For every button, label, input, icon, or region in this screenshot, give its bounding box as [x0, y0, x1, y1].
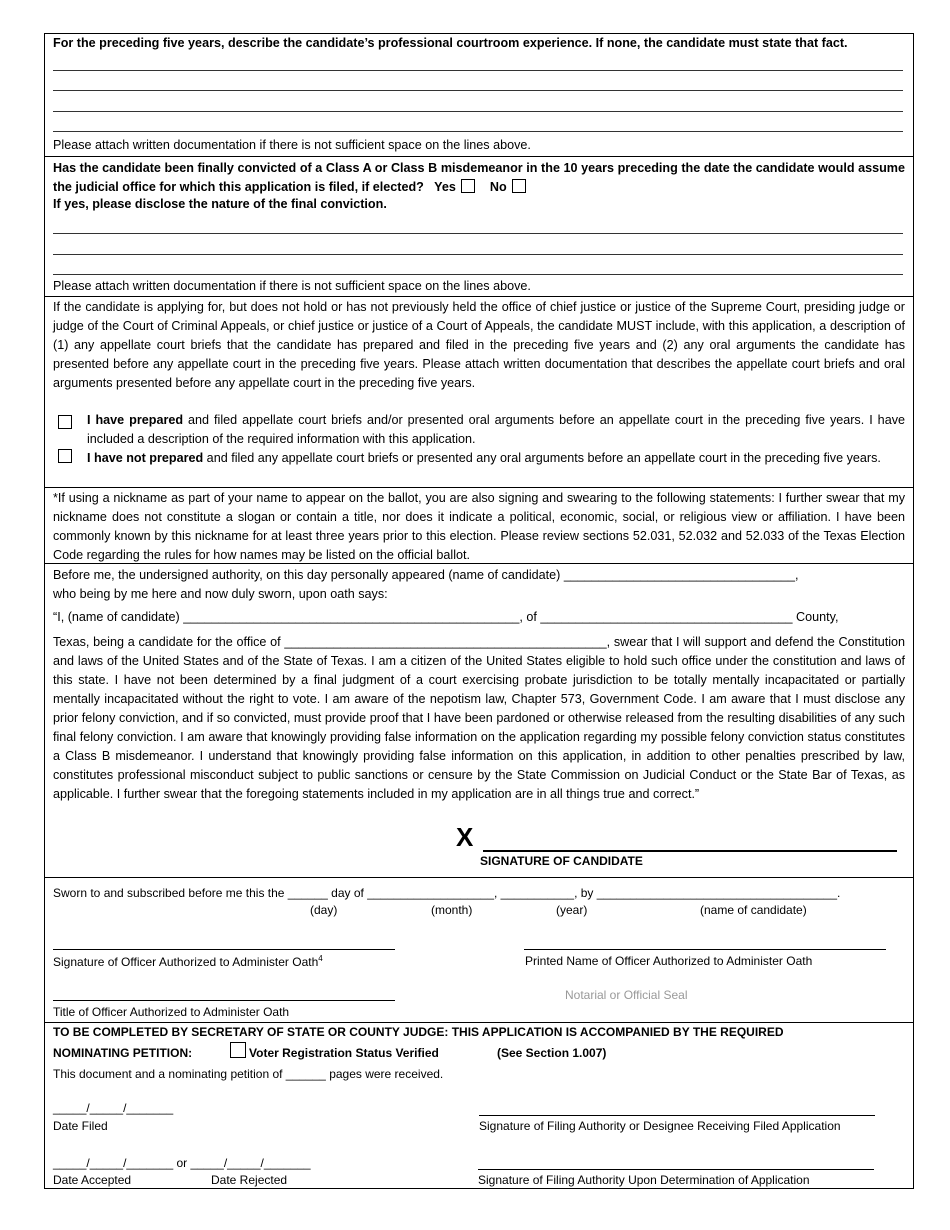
- answer-line-1[interactable]: [53, 70, 903, 71]
- voter-verified-checkbox[interactable]: [230, 1042, 246, 1058]
- have-not-prepared-option: [87, 449, 905, 468]
- pages-received-line: This document and a nominating petition of ______ pages were received.: [53, 1067, 444, 1081]
- officer-signature-text: Signature of Officer Authorized to Administer Oath: [53, 955, 319, 969]
- oath-statement: Texas, being a candidate for the office of ______________________________________________, swear that I will support and defend the Constitution and laws of the United States and of the State of Texas. I am a citizen of the United States eligible to hold such office under the constitution and laws of this state. I have not been determined by a final judgment of a court exercising probate jurisdiction to be totally mentally incapacitated or partially mentally incapacitated without the right to vote. I am aware of the nepotism law, Chapter 573, Government Code. I am aware that I must disclose any prior felony conviction, and if so convicted, must provide proof that I have been pardoned or otherwise released from the resulting disabilities of any such final felony conviction. I am aware that knowingly providing false information on the application regarding my possible felony conviction status constitutes a Class B misdemeanor. I understand that knowingly providing false information on this application, in addition to other penalties prescribed by law, constitutes professional misconduct subject to public sanctions or censure by the State Commission on Judicial Conduct or the State Bar of Texas, as applicable. I further swear that the foregoing statements included in my application are in all things true and correct.”: [53, 635, 905, 801]
- yes-label: Yes: [434, 180, 456, 194]
- day-caption: (day): [310, 903, 338, 917]
- officer-printed-line[interactable]: [524, 949, 886, 950]
- notary-section: [45, 877, 913, 1023]
- date-filed-label: Date Filed: [53, 1119, 108, 1133]
- secretary-section: [45, 1022, 913, 1191]
- conviction-disclose: If yes, please disclose the nature of the final conviction.: [53, 197, 387, 211]
- date-rejected-label: Date Rejected: [211, 1173, 288, 1187]
- nickname-section: [45, 487, 913, 564]
- answer-line-3[interactable]: [53, 111, 903, 112]
- conviction-question: Has the candidate been finally convicted of a Class A or Class B misdemeanor in the 10 years preceding the date the candidate would assume the judicial office for which this application is filed, if elected?: [53, 161, 905, 194]
- determination-signature-line[interactable]: [478, 1169, 874, 1170]
- filing-authority-signature-line[interactable]: [479, 1115, 875, 1116]
- have-not-prepared-checkbox[interactable]: [58, 449, 72, 463]
- date-filed-blank[interactable]: _____/_____/_______: [53, 1101, 174, 1115]
- candidate-application-form: [44, 33, 914, 1189]
- month-caption: (month): [431, 903, 473, 917]
- notarial-seal-label: Notarial or Official Seal: [565, 988, 688, 1002]
- filing-authority-signature-label: Signature of Filing Authority or Designee Receiving Filed Application: [479, 1119, 841, 1133]
- no-checkbox[interactable]: [512, 179, 526, 193]
- no-label: No: [489, 180, 507, 194]
- officer-printed-label: Printed Name of Officer Authorized to Administer Oath: [525, 954, 813, 968]
- sworn-line: Sworn to and subscribed before me this the ______ day of ___________________, ___________, by ____________________________________.: [53, 886, 841, 900]
- oath-section: [45, 563, 913, 878]
- signature-of-candidate-label: SIGNATURE OF CANDIDATE: [480, 854, 643, 868]
- answer-line-4[interactable]: [53, 131, 903, 132]
- have-prepared-checkbox[interactable]: [58, 415, 72, 429]
- oath-line-2: who being by me here and now duly sworn, upon oath says:: [53, 587, 388, 601]
- courtroom-experience-section: [45, 34, 913, 156]
- conviction-line-3[interactable]: [53, 274, 903, 275]
- determination-signature-label: Signature of Filing Authority Upon Determination of Application: [478, 1173, 810, 1187]
- see-section-label: (See Section 1.007): [497, 1046, 607, 1060]
- courtroom-question: For the preceding five years, describe the candidate’s professional courtroom experience. If none, the candidate must state that fact.: [53, 36, 848, 50]
- have-prepared-text: and filed appellate court briefs and/or presented oral arguments before an appellate court in the preceding five years. I have included a description of the required information with this application.: [87, 413, 905, 446]
- conviction-section: [45, 156, 913, 297]
- have-prepared-bold: I have prepared: [87, 413, 184, 427]
- signature-x-mark: X: [456, 822, 474, 852]
- have-not-prepared-bold: I have not prepared: [87, 451, 204, 465]
- year-caption: (year): [556, 903, 588, 917]
- have-prepared-option: [87, 411, 905, 449]
- conviction-question-block: [53, 159, 905, 197]
- date-accepted-label: Date Accepted: [53, 1173, 132, 1187]
- oath-line-1: Before me, the undersigned authority, on this day personally appeared (name of candidate) _________________________________,: [53, 568, 799, 582]
- candidate-signature-line[interactable]: [483, 850, 897, 852]
- conviction-attach-note: Please attach written documentation if there is not sufficient space on the lines above.: [53, 279, 531, 293]
- courtroom-attach-note: Please attach written documentation if there is not sufficient space on the lines above.: [53, 138, 531, 152]
- answer-line-2[interactable]: [53, 90, 903, 91]
- officer-title-line[interactable]: [53, 1000, 395, 1001]
- nominating-petition-label: NOMINATING PETITION:: [53, 1046, 193, 1060]
- oath-line-3: “I, (name of candidate) ________________________________________________, of ____________________________________ County,: [53, 610, 839, 624]
- appellate-intro: If the candidate is applying for, but does not hold or has not previously held the office of chief justice or justice of the Supreme Court, presiding judge or judge of the Court of Criminal Appeals, or chief justice or justice of a Court of Appeals, the candidate MUST include, with this application, a description of (1) any appellate court briefs that the candidate has prepared and filed in the preceding five years and (2) any oral arguments the candidate has presented before any appellate court in the preceding five years. Please attach written documentation that describes the appellate court briefs and oral arguments presented before any appellate court in the preceding five years.: [53, 300, 905, 390]
- yes-checkbox[interactable]: [461, 179, 475, 193]
- nickname-text: *If using a nickname as part of your name to appear on the ballot, you are also signing and swearing to the following statements: I further swear that my nickname does not constitute a slogan or contain a title, nor does it indicate a political, economic, social, or religious view or affiliation. I have been commonly known by this nickname for at least three years prior to this election. Please review sections 52.031, 52.032 and 52.033 of the Texas Election Code regarding the rules for how names may be listed on the official ballot.: [53, 491, 905, 562]
- officer-signature-line[interactable]: [53, 949, 395, 950]
- officer-title-label: Title of Officer Authorized to Administer Oath: [53, 1005, 290, 1019]
- have-not-prepared-text: and filed any appellate court briefs or presented any oral arguments before an appellate court in the preceding five years.: [203, 451, 881, 465]
- voter-verified-label: Voter Registration Status Verified: [249, 1046, 439, 1060]
- conviction-line-2[interactable]: [53, 254, 903, 255]
- officer-signature-label: [53, 954, 323, 969]
- secretary-heading: TO BE COMPLETED BY SECRETARY OF STATE OR COUNTY JUDGE: THIS APPLICATION IS ACCOMPANIED BY THE REQUIRED: [53, 1025, 784, 1039]
- name-caption: (name of candidate): [700, 903, 807, 917]
- appellate-section: [45, 296, 913, 488]
- date-accepted-rejected-blank[interactable]: _____/_____/_______ or _____/_____/_______: [53, 1156, 311, 1170]
- conviction-line-1[interactable]: [53, 233, 903, 234]
- footnote-marker: 4: [318, 954, 323, 963]
